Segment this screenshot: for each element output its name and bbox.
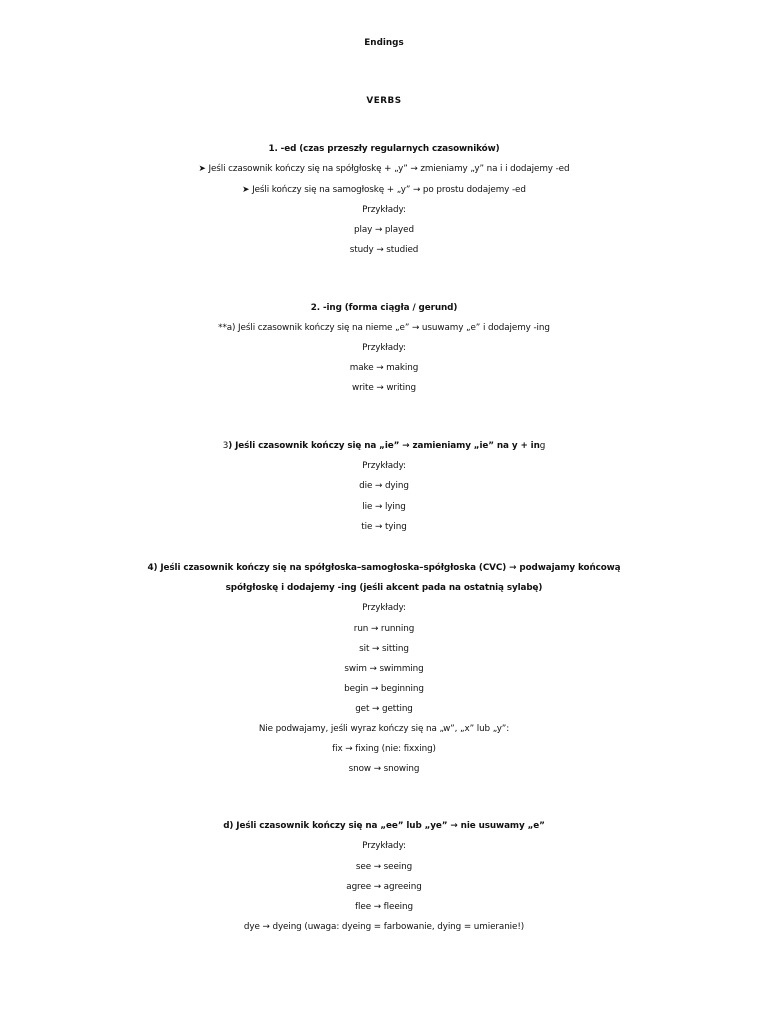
section-5-examples-label: Przykłady: — [362, 841, 406, 851]
section-4-exception-example: snow → snowing — [348, 764, 420, 774]
section-4-example: sit → sitting — [359, 644, 409, 654]
section-3-heading-suffix: g — [539, 441, 546, 451]
section-3-heading-prefix: 3 — [222, 441, 229, 451]
section-4-example: swim → swimming — [344, 664, 424, 674]
section-2-heading: 2. -ing (forma ciągła / gerund) — [310, 303, 458, 313]
section-title-verbs: VERBS — [366, 96, 402, 106]
section-2-examples-label: Przykłady: — [362, 343, 406, 353]
section-1-heading: 1. -ed (czas przeszły regularnych czasowników) — [268, 144, 500, 154]
section-3-example: tie → tying — [361, 522, 407, 532]
section-2-example: make → making — [349, 363, 419, 373]
section-1-examples-label: Przykłady: — [362, 205, 406, 215]
section-4-examples-label: Przykłady: — [362, 603, 406, 613]
section-3-heading-bold: ) Jeśli czasownik kończy się na „ie” → zamieniamy „ie” na y + in — [228, 441, 540, 451]
section-4-example: begin → beginning — [344, 684, 424, 694]
section-1-rule-1: ➤ Jeśli czasownik kończy się na spółgłoskę + „y” → zmieniamy „y” na i i dodajemy -ed — [198, 164, 570, 174]
section-3-heading — [0, 436, 768, 456]
section-4-heading-line-2: spółgłoskę i dodajemy -ing (jeśli akcent pada na ostatnią sylabę) — [225, 583, 543, 593]
section-5-example: dye → dyeing (uwaga: dyeing = farbowanie, dying = umieranie!) — [243, 922, 525, 932]
section-3-example: die → dying — [359, 481, 409, 491]
section-1-rule-2: ➤ Jeśli kończy się na samogłoskę + „y” → po prostu dodajemy -ed — [242, 185, 526, 195]
section-4-exception-example: fix → fixing (nie: fixxing) — [332, 744, 436, 754]
section-3-example: lie → lying — [362, 502, 406, 512]
section-1-example: study → studied — [349, 245, 419, 255]
section-5-example: see → seeing — [355, 862, 413, 872]
section-4-exception-note: Nie podwajamy, jeśli wyraz kończy się na „w”, „x” lub „y”: — [258, 724, 510, 734]
section-4-heading-line-1: 4) Jeśli czasownik kończy się na spółgłoska–samogłoska–spółgłoska (CVC) → podwajamy końcową — [147, 563, 621, 573]
section-3-examples-label: Przykłady: — [362, 461, 406, 471]
section-5-example: agree → agreeing — [346, 882, 422, 892]
section-4-example: run → running — [353, 624, 415, 634]
section-1-example: play → played — [354, 225, 414, 235]
section-2-example: write → writing — [352, 383, 416, 393]
section-5-heading: d) Jeśli czasownik kończy się na „ee” lub „ye” → nie usuwamy „e” — [223, 821, 545, 831]
document-title: Endings — [364, 38, 404, 48]
section-2-rule-a: **a) Jeśli czasownik kończy się na nieme „e” → usuwamy „e” i dodajemy -ing — [218, 323, 550, 333]
section-5-example: flee → fleeing — [355, 902, 413, 912]
section-4-example: get → getting — [355, 704, 413, 714]
